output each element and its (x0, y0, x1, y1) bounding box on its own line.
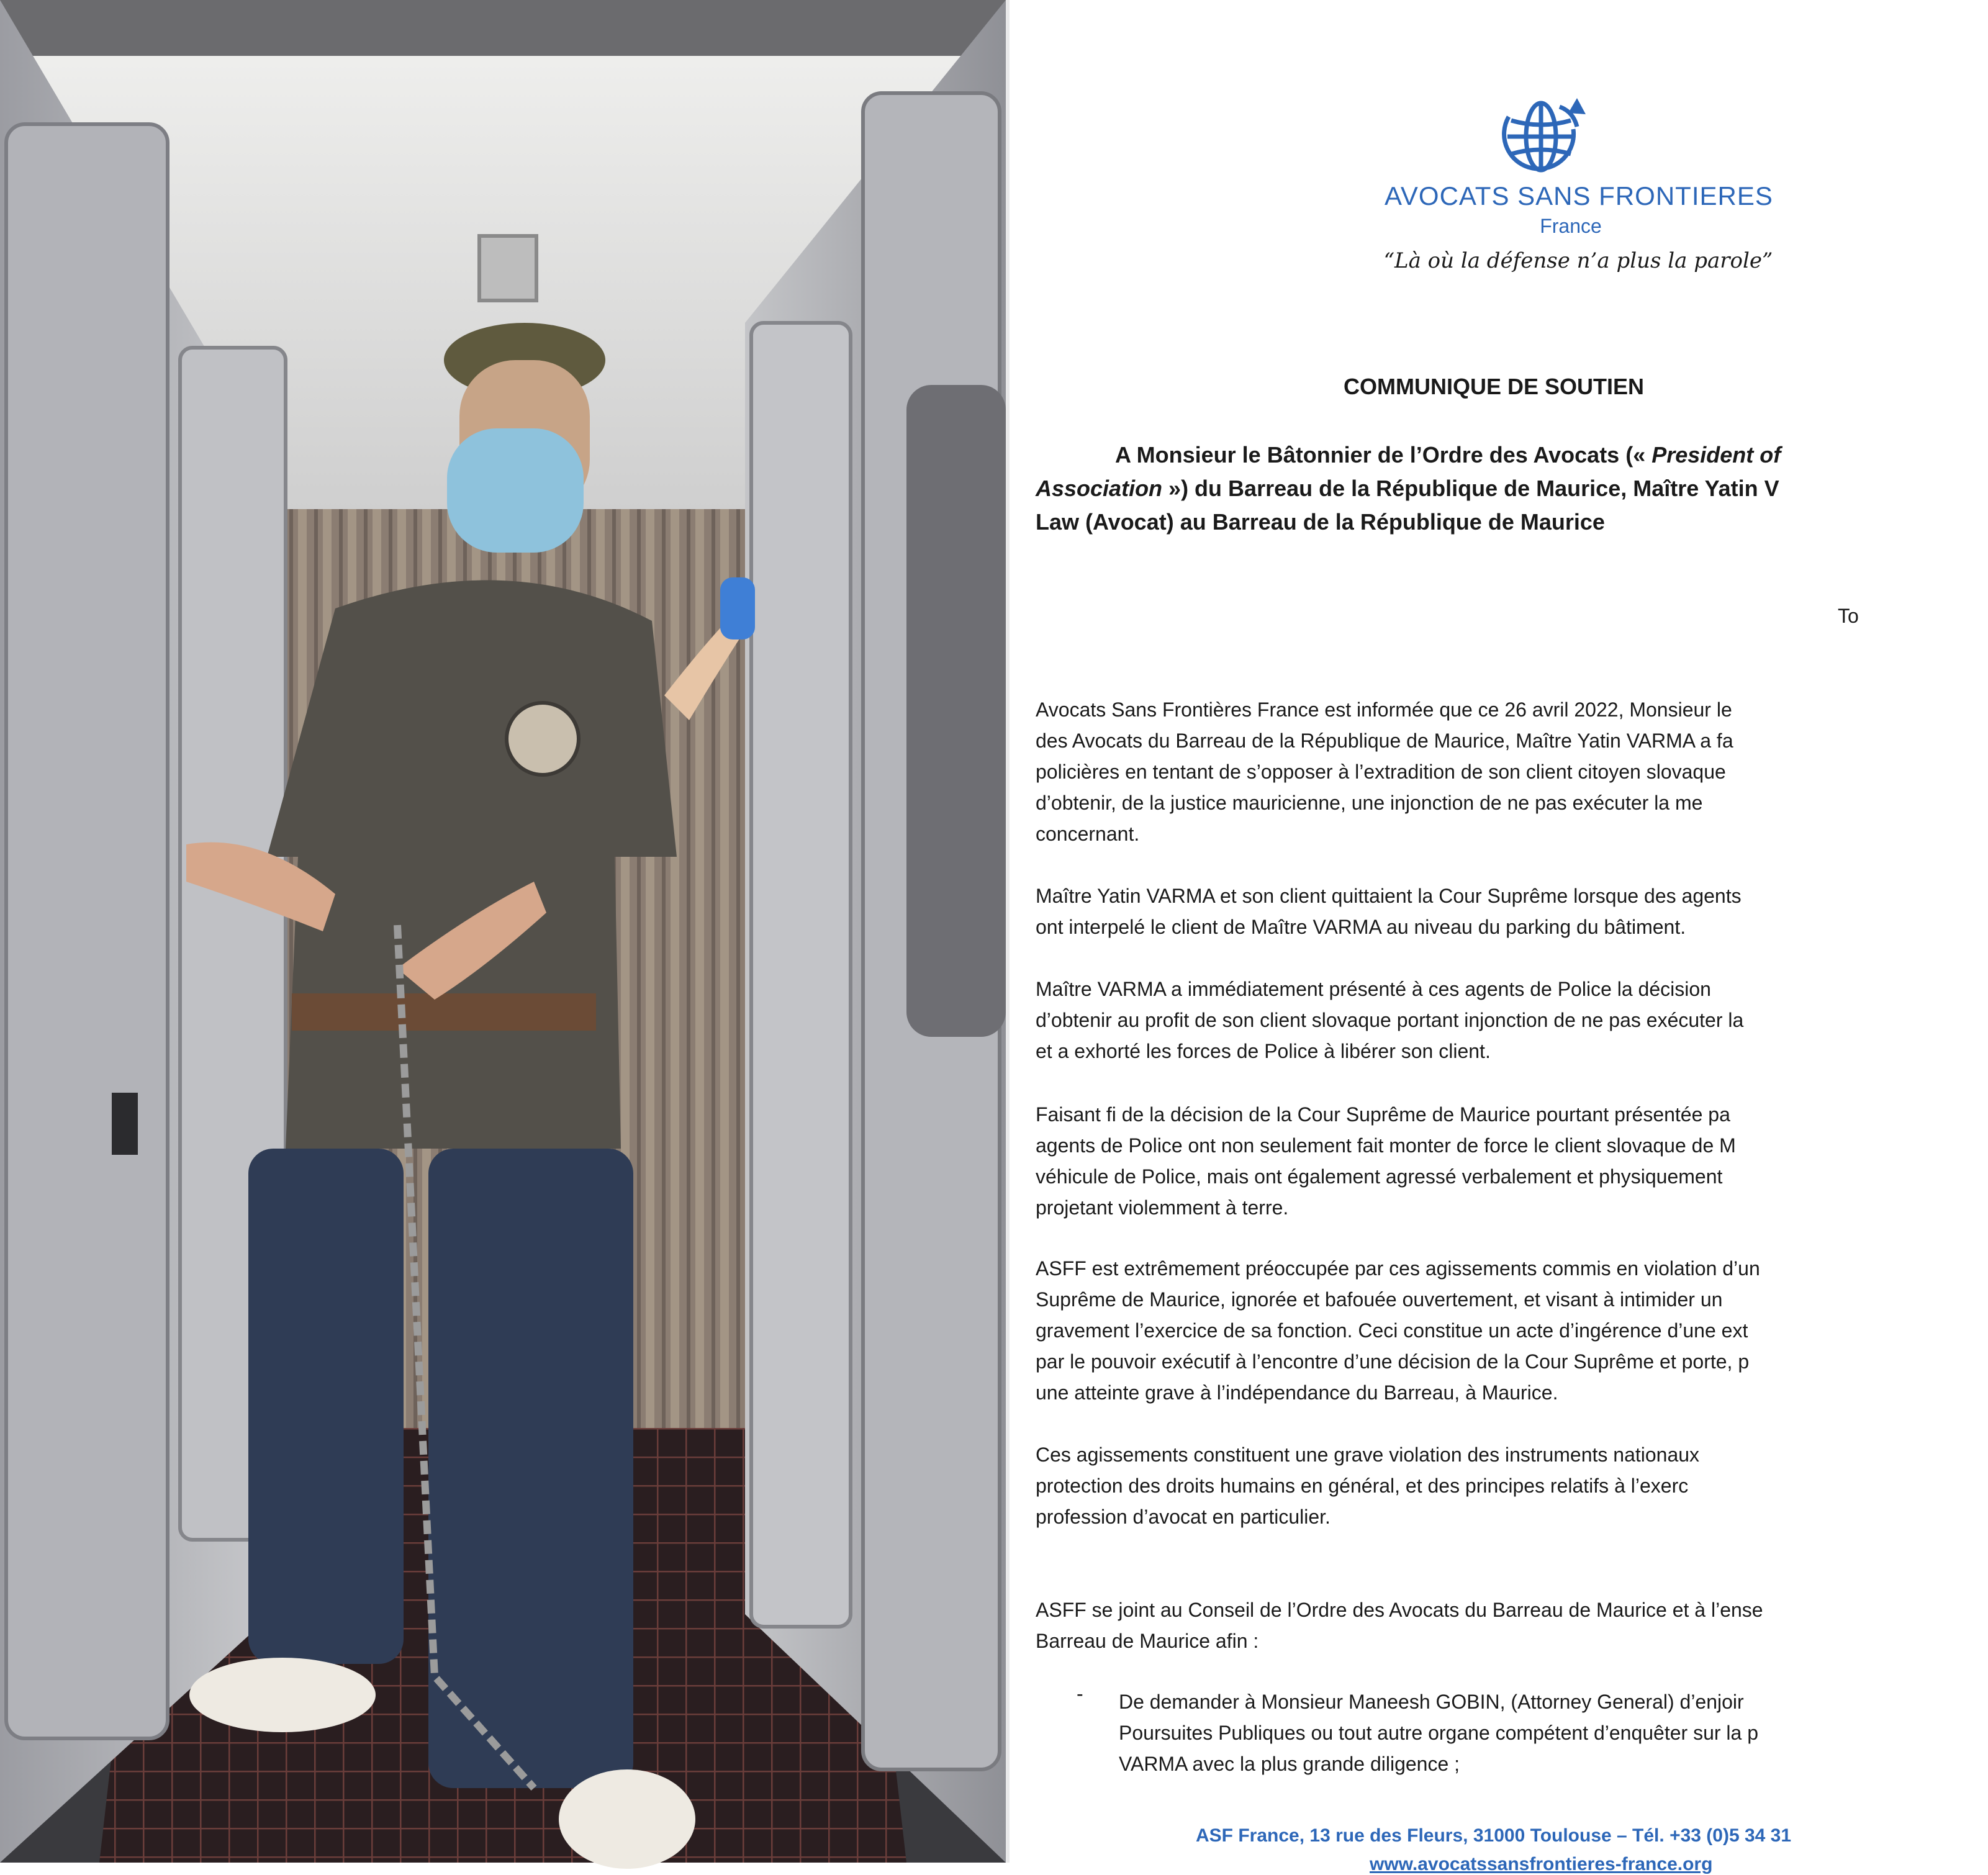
addressee (1036, 438, 1905, 539)
addressee-line3: Law (Avocat) au Barreau de la République de Maurice (1036, 509, 1605, 535)
org-country: France (1540, 215, 1602, 237)
bullet-item: De demander à Monsieur Maneesh GOBIN, (Attorney General) d’enjoir Poursuites Publiques ou tout autre organe compétent d’enquêter sur la p VARMA avec la plus grande diligence ; (1119, 1691, 1758, 1775)
addressee-line1-italic: President of (1651, 442, 1781, 468)
document-title: COMMUNIQUE DE SOUTIEN (1343, 374, 1644, 399)
paragraph-3: Maître VARMA a immédiatement présenté à ces agents de Police la décision d’obtenir au profit de son client slovaque portant injonction de ne pas exécuter la et a exhorté les forces de Police à libérer son client. (1036, 978, 1744, 1062)
footer-address: ASF France, 13 rue des Fleurs, 31000 Toulouse – Tél. +33 (0)5 34 31 (1196, 1825, 1792, 1846)
paragraph-2: Maître Yatin VARMA et son client quittaient la Cour Suprême lorsque des agents ont interpelé le client de Maître VARMA au niveau du parking du bâtiment. (1036, 885, 1742, 938)
press-release-document (1010, 0, 1863, 1874)
addressee-line2: ») du Barreau de la République de Maurice, Maître Yatin V (1162, 476, 1779, 501)
paragraph-4: Faisant fi de la décision de la Cour Suprême de Maurice pourtant présentée pa agents de Police ont non seulement fait monter de force le client slovaque de M véhicule de Police, mais ont également agressé verbalement et physiquement projetant violemment à terre. (1036, 1103, 1736, 1219)
paragraph-6: Ces agissements constituent une grave violation des instruments nationaux protection des droits humains en général, et des principes relatifs à l’exerc profession d’avocat en particulier. (1036, 1444, 1700, 1528)
addressee-line1: A Monsieur le Bâtonnier de l’Ordre des Avocats (« (1115, 442, 1652, 468)
org-name: AVOCATS SANS FRONTIERES (1385, 181, 1773, 210)
footer-website-link[interactable]: www.avocatssansfrontieres-france.org (1370, 1854, 1713, 1874)
addressee-line2-italic: Association (1036, 476, 1163, 501)
paragraph-1: Avocats Sans Frontières France est informée que ce 26 avril 2022, Monsieur le des Avocats du Barreau de la République de Maurice, Maître Yatin VARMA a fa policières en tentant de s’opposer à l’extradition de son client citoyen slovaque d’obtenir, de la justice mauricienne, une injonction de ne pas exécuter la me concernant. (1036, 698, 1733, 845)
place-date: To (1838, 605, 1859, 627)
bullet-dash: - (1077, 1683, 1083, 1705)
paragraph-7: ASFF se joint au Conseil de l’Ordre des Avocats du Barreau de Maurice et à l’ense Barreau de Maurice afin : (1036, 1599, 1763, 1652)
globe-arrow-icon (1491, 93, 1591, 174)
paragraph-5: ASFF est extrêmement préoccupée par ces agissements commis en violation d’un Suprême de Maurice, ignorée et bafouée ouvertement, et visant à intimider un gravement l’exercice de sa fonction. Ceci constitue un acte d’ingérence d’une ext par le pouvoir exécutif à l’encontre d’une décision de la Cour Suprême et porte, p une atteinte grave à l’indépendance du Barreau, à Maurice. (1036, 1257, 1760, 1404)
org-motto: “Là où la défense n’a plus la parole” (1383, 248, 1773, 273)
